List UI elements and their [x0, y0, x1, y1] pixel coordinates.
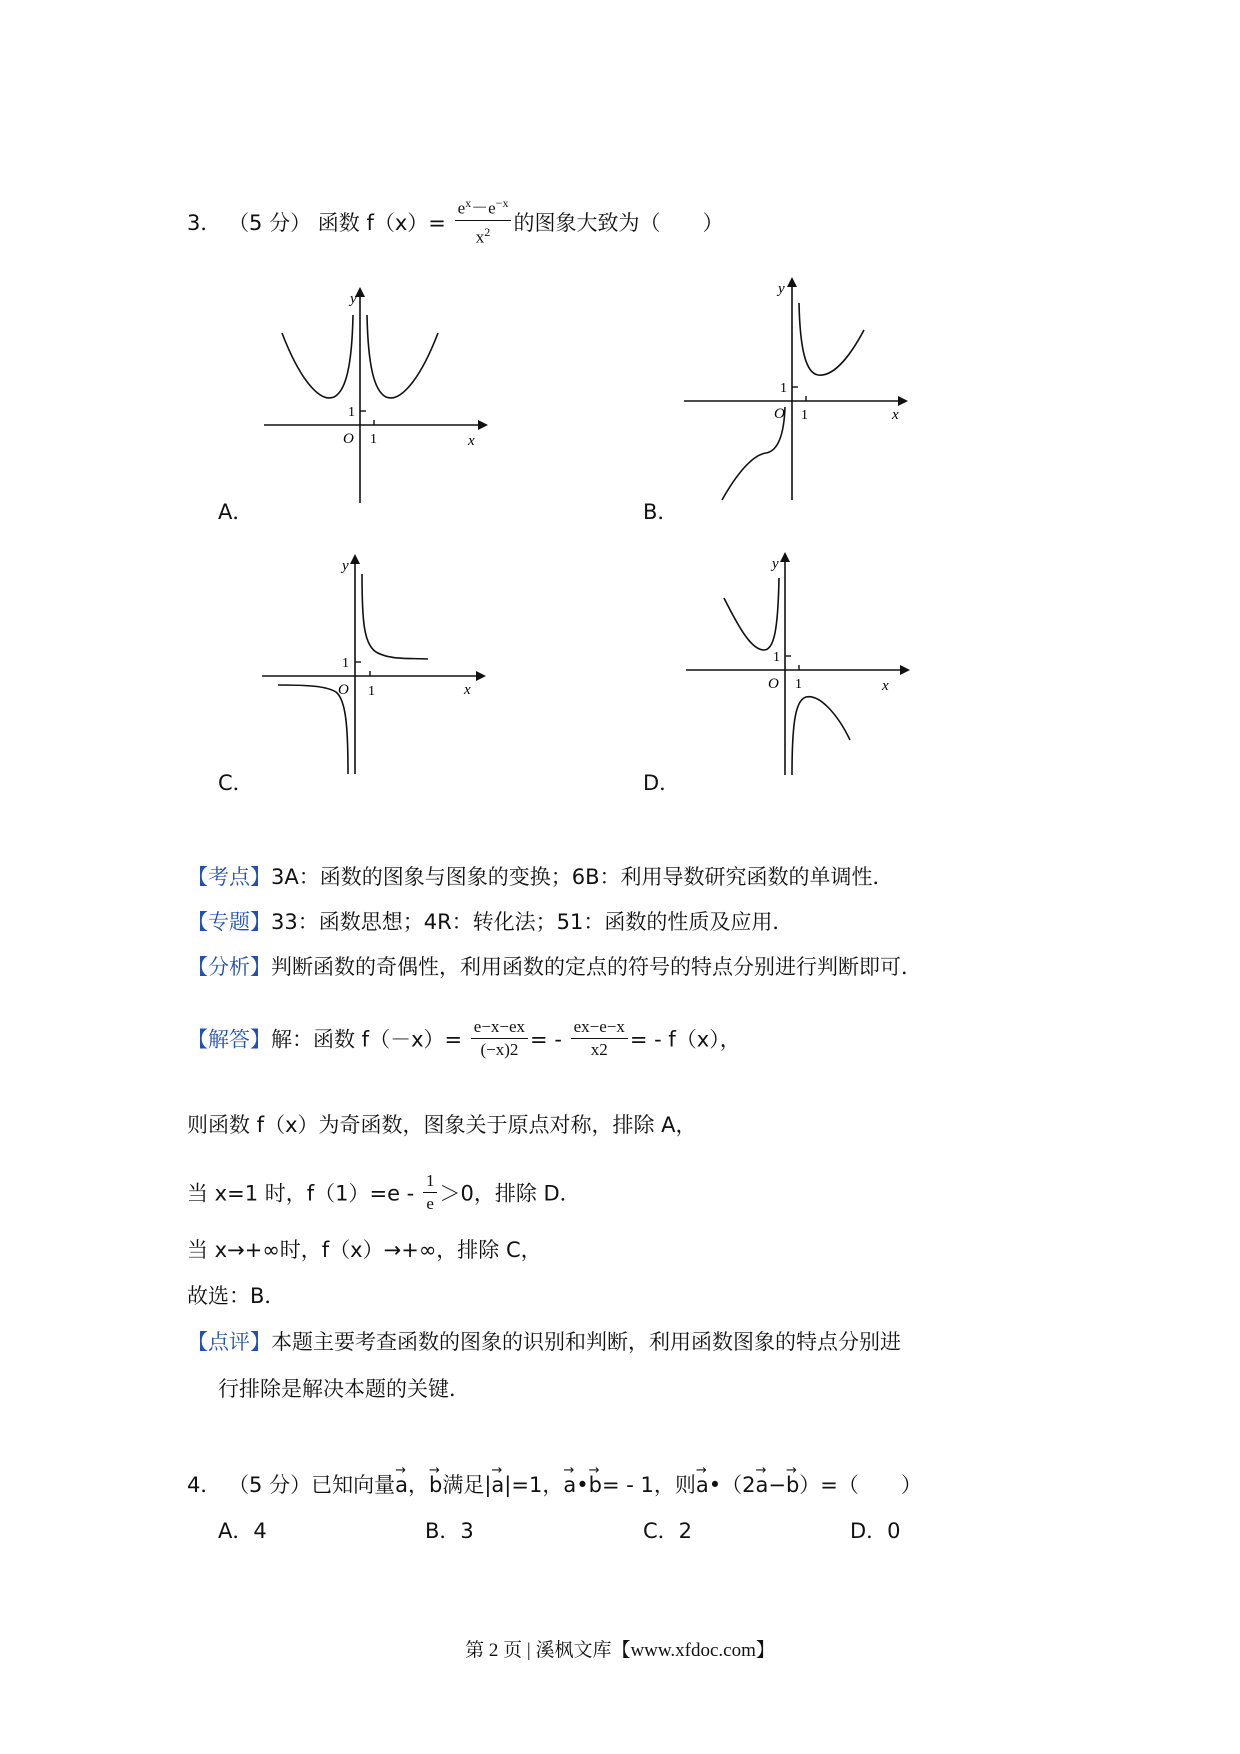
fraction-1-den: (−x)2 — [480, 1040, 519, 1059]
x-label: x — [892, 407, 899, 423]
question-4 — [187, 1470, 922, 1500]
vector-a: → a — [395, 1470, 408, 1500]
q4-sep: ， — [407, 1473, 429, 1497]
num-exp2: −x — [495, 196, 509, 210]
q4-text2: 满足| — [442, 1473, 492, 1497]
q4-option-d[interactable]: D．0 — [850, 1519, 901, 1543]
graph-b — [680, 275, 910, 505]
y-tick-1: 1 — [780, 381, 787, 396]
kaodian-text: 3A：函数的图象与图象的变换；6B：利用导数研究函数的单调性． — [271, 865, 894, 889]
one-over-e-num: 1 — [425, 1171, 435, 1190]
q4-option-c[interactable]: C．2 — [643, 1519, 693, 1543]
line3-pre: 当 x=1 时，f（1）=e - — [187, 1181, 415, 1206]
kaodian-tag: 【考点】 — [187, 865, 271, 889]
option-a-label[interactable]: A． — [218, 500, 254, 524]
fraction-1 — [471, 1016, 528, 1061]
one-over-e — [423, 1170, 438, 1215]
question-prefix: 函数 f（x）= — [317, 211, 446, 236]
question-suffix: 的图象大致为（ ） — [513, 211, 724, 236]
vector-b: → b — [589, 1470, 602, 1500]
graph-a — [260, 285, 490, 505]
jieda-prefix: 解：函数 f（－x）= — [271, 1027, 463, 1052]
vector-b: → b — [429, 1470, 442, 1500]
fraction-2 — [571, 1016, 628, 1061]
page-footer: 第 2 页 | 溪枫文库【www.xfdoc.com】 — [465, 1640, 775, 1661]
q4-text1: 已知向量 — [311, 1473, 396, 1497]
graph-c — [258, 552, 488, 777]
num-minus: －e — [471, 198, 496, 218]
question-number: 3． — [187, 211, 222, 236]
vector-a: → a — [755, 1470, 768, 1500]
y-label: y — [772, 556, 779, 572]
vector-a: → a — [696, 1470, 709, 1500]
jieda-line — [187, 1018, 741, 1063]
fenxi-text: 判断函数的奇偶性，利用函数的定点的符号的特点分别进行判断即可． — [271, 955, 922, 979]
kaodian-line — [187, 862, 894, 892]
q4-number: 4． — [187, 1473, 222, 1497]
origin-label: O — [774, 406, 785, 422]
line3-post: ＞0，排除 D． — [439, 1181, 581, 1206]
jieda-tag: 【解答】 — [187, 1027, 271, 1052]
vector-a: → a — [491, 1470, 504, 1500]
y-label: y — [778, 281, 785, 297]
zhuanti-line — [187, 907, 793, 937]
x-tick-1: 1 — [370, 432, 377, 447]
fenxi-tag: 【分析】 — [187, 955, 271, 979]
solution-line-5: 故选：B． — [187, 1284, 286, 1308]
solution-line-4: 当 x→+∞时，f（x）→+∞，排除 C， — [187, 1238, 542, 1262]
y-label: y — [350, 291, 357, 307]
q4-text5: •（2 — [708, 1473, 756, 1497]
vector-b: → b — [786, 1470, 799, 1500]
x-label: x — [882, 678, 889, 694]
q4-text4: = - 1，则 — [601, 1473, 696, 1497]
jieda-mid: = - — [530, 1027, 562, 1052]
dot-op: • — [576, 1473, 589, 1497]
den-exp: 2 — [484, 224, 491, 239]
q4-points: （5 分） — [228, 1473, 312, 1497]
minus-op: − — [768, 1473, 786, 1497]
origin-label: O — [343, 431, 354, 447]
num-e1: e — [457, 198, 466, 218]
q4-option-b[interactable]: B．3 — [425, 1519, 474, 1543]
x-tick-1: 1 — [368, 684, 375, 699]
solution-line-2: 则函数 f（x）为奇函数，图象关于原点对称，排除 A， — [187, 1113, 697, 1137]
graph-d — [682, 550, 912, 780]
question-points: （5 分） — [228, 211, 312, 236]
dianping-line — [187, 1327, 901, 1357]
fenxi-line — [187, 952, 922, 982]
vector-a: → a — [563, 1470, 576, 1500]
den-x: x — [475, 227, 485, 247]
x-tick-1: 1 — [795, 677, 802, 692]
q4-option-a[interactable]: A．4 — [218, 1519, 267, 1543]
zhuanti-tag: 【专题】 — [187, 910, 271, 934]
q4-text3: |=1， — [504, 1473, 564, 1497]
solution-line-3 — [187, 1172, 581, 1217]
option-d-label[interactable]: D． — [643, 771, 681, 795]
fraction-2-den: x2 — [590, 1040, 608, 1059]
x-label: x — [468, 433, 475, 449]
q4-text6: ）=（ ） — [799, 1473, 922, 1497]
question-3 — [187, 196, 723, 252]
function-fraction — [455, 192, 512, 248]
zhuanti-text: 33：函数思想；4R：转化法；51：函数的性质及应用． — [271, 910, 794, 934]
x-tick-1: 1 — [801, 408, 808, 423]
dianping-tag: 【点评】 — [187, 1330, 271, 1354]
num-exp1: x — [465, 196, 472, 210]
x-label: x — [464, 682, 471, 698]
y-tick-1: 1 — [348, 405, 355, 420]
option-b-label[interactable]: B． — [643, 500, 679, 524]
y-tick-1: 1 — [773, 650, 780, 665]
one-over-e-den: e — [426, 1194, 434, 1213]
fraction-1-num: e−x−ex — [473, 1017, 526, 1036]
dianping-text-2: 行排除是解决本题的关键． — [218, 1377, 470, 1401]
y-label: y — [342, 558, 349, 574]
jieda-suffix: = - f（x）， — [629, 1027, 741, 1052]
dianping-text-1: 本题主要考查函数的图象的识别和判断，利用函数图象的特点分别进 — [271, 1330, 901, 1354]
origin-label: O — [338, 682, 349, 698]
fraction-2-num: ex−e−x — [573, 1017, 625, 1036]
option-c-label[interactable]: C． — [218, 771, 254, 795]
y-tick-1: 1 — [342, 656, 349, 671]
origin-label: O — [768, 676, 779, 692]
